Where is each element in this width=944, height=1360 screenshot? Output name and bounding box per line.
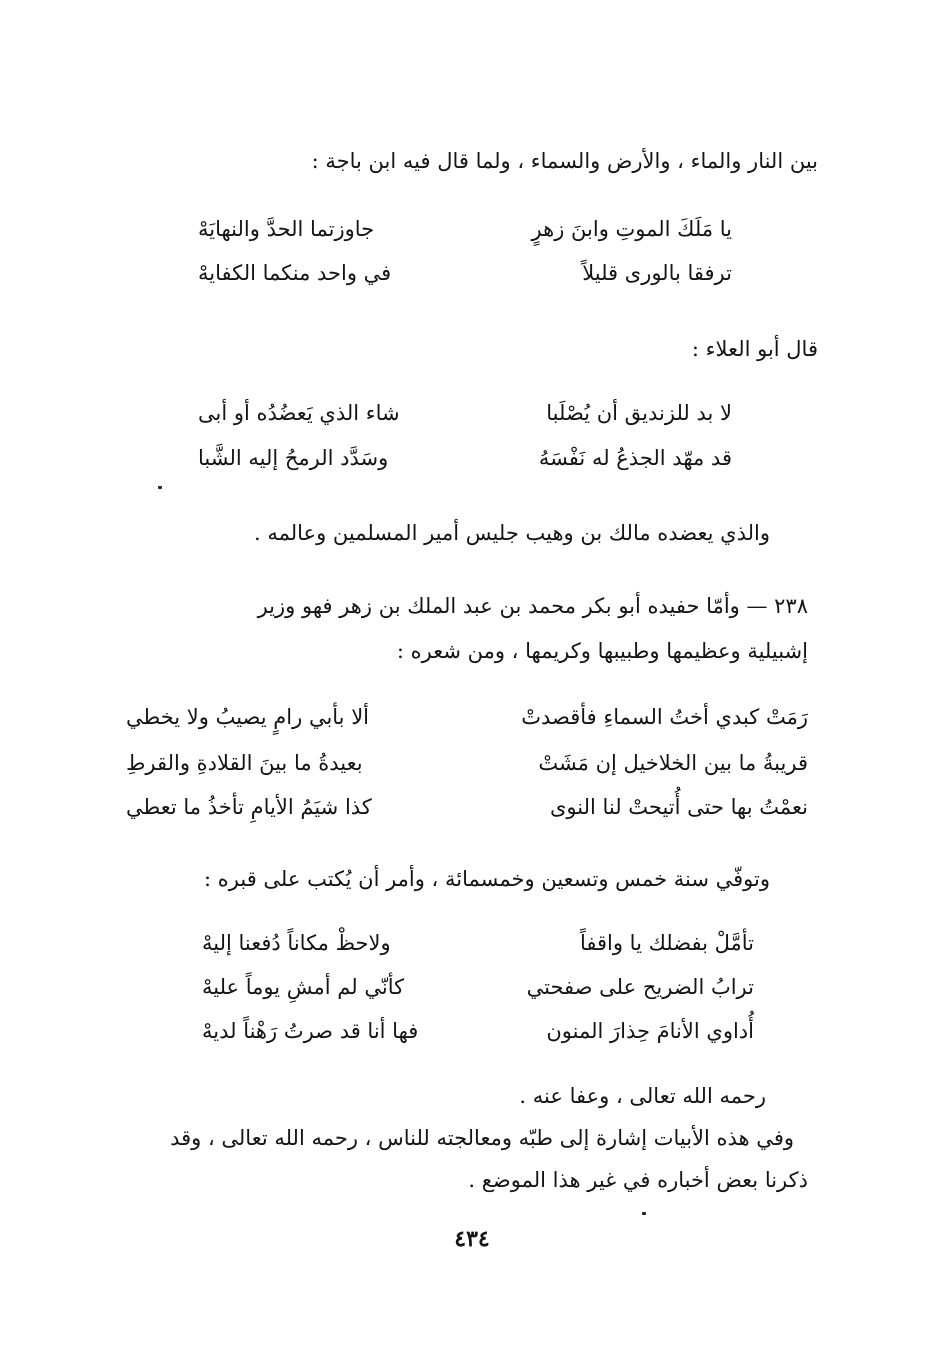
- verse-first-hemistich: رَمَتْ كبدي أختُ السماءِ فأقصدتْ: [521, 705, 808, 729]
- verse-first-hemistich: قد مهّد الجذعُ له نَفْسَهُ: [538, 446, 732, 470]
- paragraph-line: والذي يعضده مالك بن وهيب جليس أمير المسلمين وعالمه .: [254, 521, 770, 545]
- verse-second-hemistich: شاء الذي يَعضُدُه أو أبى: [198, 401, 400, 425]
- verse-first-hemistich: تأمَّلْ بفضلك يا واقفاً: [579, 931, 754, 955]
- verse-second-hemistich: ولاحظْ مكاناً دُفعنا إليهْ: [202, 931, 391, 955]
- verse-first-hemistich: أُداوي الأنامَ حِذارَ المنون: [546, 1019, 754, 1043]
- verse-line: [198, 443, 732, 473]
- verse-second-hemistich: بعيدةُ ما بينَ القلادةِ والقرطِ: [126, 751, 363, 775]
- paragraph-line: بين النار والماء ، والأرض والسماء ، ولما قال فيه ابن باجة :: [311, 149, 818, 173]
- verse-first-hemistich: نعمْتُ بها حتى أُتيحتْ لنا النوى: [549, 795, 808, 819]
- verse-first-hemistich: يا مَلَكَ الموتِ وابنَ زهرٍ: [531, 217, 732, 241]
- paragraph-line: وتوفّي سنة خمس وتسعين وخمسمائة ، وأمر أن يُكتب على قبره :: [204, 867, 770, 891]
- page-number: ٤٣٤: [454, 1226, 490, 1252]
- verse-line: [126, 748, 808, 778]
- print-speck: [642, 1212, 646, 1215]
- verse-first-hemistich: ترفقا بالورى قليلاً: [582, 261, 732, 285]
- verse-first-hemistich: ترابُ الضريح على صفحتي: [526, 975, 754, 999]
- verse-line: [198, 258, 732, 288]
- verse-second-hemistich: ألا بأبي رامٍ يصيبُ ولا يخطي: [126, 705, 370, 729]
- verse-first-hemistich: قريبةُ ما بين الخلاخيل إن مَشَتْ: [538, 751, 808, 775]
- print-speck: [158, 486, 162, 489]
- verse-first-hemistich: لا بد للزنديق أن يُصْلَبا: [546, 401, 732, 425]
- paragraph-line: رحمه الله تعالى ، وعفا عنه .: [519, 1084, 766, 1108]
- verse-line: [202, 928, 754, 958]
- paragraph-line: إشبيلية وعظيمها وطبيبها وكريمها ، ومن شعره :: [396, 639, 808, 663]
- verse-second-hemistich: جاوزتما الحدَّ والنهايَهْ: [198, 217, 375, 241]
- verse-second-hemistich: في واحد منكما الكفايهْ: [198, 261, 392, 285]
- verse-line: [198, 214, 732, 244]
- verse-second-hemistich: فها أنا قد صرتُ رَهْناً لديهْ: [202, 1019, 419, 1043]
- verse-second-hemistich: كذا شيَمُ الأيامِ تأخذُ ما تعطي: [126, 795, 372, 819]
- verse-line: [198, 398, 732, 428]
- verse-line: [202, 1016, 754, 1046]
- paragraph-line: وفي هذه الأبيات إشارة إلى طبّه ومعالجته للناس ، رحمه الله تعالى ، وقد: [170, 1126, 794, 1150]
- verse-line: [126, 792, 808, 822]
- section-intro: قال أبو العلاء :: [691, 337, 818, 361]
- paragraph-line: ذكرنا بعض أخباره في غير هذا الموضع .: [468, 1168, 808, 1192]
- verse-line: [202, 972, 754, 1002]
- verse-second-hemistich: كأنّي لم أمشِ يوماً عليهْ: [202, 975, 405, 999]
- verse-second-hemistich: وسَدَّد الرمحُ إليه الشَّبا: [198, 446, 389, 470]
- entry-heading-line: ٢٣٨ — وأمّا حفيده أبو بكر محمد بن عبد الملك بن زهر فهو وزير: [257, 594, 808, 618]
- verse-line: [126, 702, 808, 732]
